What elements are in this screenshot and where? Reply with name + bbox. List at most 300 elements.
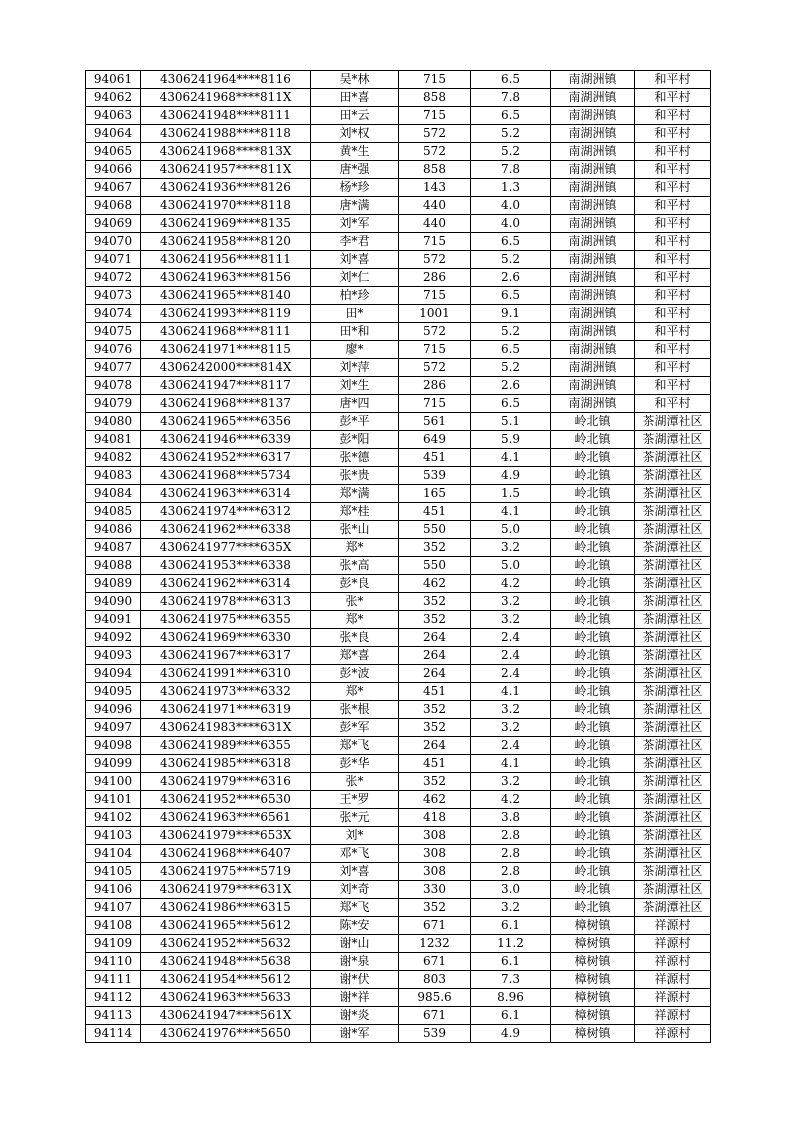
- cell-town: 岭北镇: [551, 629, 635, 647]
- cell-amount: 572: [399, 251, 471, 269]
- cell-village: 茶湖潭社区: [635, 413, 711, 431]
- table-row: [86, 467, 711, 485]
- cell-village: 茶湖潭社区: [635, 557, 711, 575]
- cell-village: 祥源村: [635, 1025, 711, 1043]
- cell-id-number: 4306241958****8120: [141, 233, 311, 251]
- table-row: [86, 125, 711, 143]
- cell-name: 刘*生: [311, 377, 399, 395]
- cell-town: 樟树镇: [551, 989, 635, 1007]
- cell-serial: 94075: [86, 323, 141, 341]
- cell-name: 谢*炎: [311, 1007, 399, 1025]
- cell-id-number: 4306241975****5719: [141, 863, 311, 881]
- cell-id-number: 4306241968****6407: [141, 845, 311, 863]
- cell-area: 5.1: [471, 413, 551, 431]
- cell-town: 岭北镇: [551, 773, 635, 791]
- cell-area: 4.1: [471, 755, 551, 773]
- table-row: [86, 521, 711, 539]
- cell-amount: 715: [399, 341, 471, 359]
- cell-serial: 94082: [86, 449, 141, 467]
- cell-town: 岭北镇: [551, 647, 635, 665]
- cell-id-number: 4306241986****6315: [141, 899, 311, 917]
- cell-amount: 715: [399, 233, 471, 251]
- cell-village: 茶湖潭社区: [635, 467, 711, 485]
- cell-serial: 94087: [86, 539, 141, 557]
- cell-id-number: 4306241963****6561: [141, 809, 311, 827]
- cell-name: 刘*: [311, 827, 399, 845]
- cell-id-number: 4306241953****6338: [141, 557, 311, 575]
- table-row: [86, 773, 711, 791]
- cell-town: 南湖洲镇: [551, 143, 635, 161]
- cell-town: 岭北镇: [551, 521, 635, 539]
- cell-town: 岭北镇: [551, 593, 635, 611]
- cell-village: 和平村: [635, 179, 711, 197]
- cell-serial: 94114: [86, 1025, 141, 1043]
- table-row: [86, 377, 711, 395]
- cell-village: 茶湖潭社区: [635, 593, 711, 611]
- cell-town: 南湖洲镇: [551, 89, 635, 107]
- cell-id-number: 4306241956****8111: [141, 251, 311, 269]
- cell-name: 谢*伏: [311, 971, 399, 989]
- cell-name: 郑*喜: [311, 647, 399, 665]
- cell-area: 3.2: [471, 593, 551, 611]
- cell-id-number: 4306241948****8111: [141, 107, 311, 125]
- cell-town: 南湖洲镇: [551, 377, 635, 395]
- cell-area: 2.4: [471, 665, 551, 683]
- cell-area: 4.9: [471, 1025, 551, 1043]
- cell-id-number: 4306241979****653X: [141, 827, 311, 845]
- cell-id-number: 4306241963****5633: [141, 989, 311, 1007]
- cell-id-number: 4306241968****813X: [141, 143, 311, 161]
- table-row: [86, 413, 711, 431]
- cell-name: 刘*军: [311, 215, 399, 233]
- cell-village: 和平村: [635, 215, 711, 233]
- cell-town: 南湖洲镇: [551, 341, 635, 359]
- table-row: [86, 161, 711, 179]
- cell-village: 和平村: [635, 89, 711, 107]
- cell-amount: 539: [399, 1025, 471, 1043]
- cell-town: 樟树镇: [551, 1007, 635, 1025]
- cell-town: 南湖洲镇: [551, 251, 635, 269]
- cell-area: 11.2: [471, 935, 551, 953]
- cell-id-number: 4306241952****5632: [141, 935, 311, 953]
- table-body: [86, 71, 711, 1043]
- cell-serial: 94097: [86, 719, 141, 737]
- cell-village: 和平村: [635, 197, 711, 215]
- cell-area: 9.1: [471, 305, 551, 323]
- cell-serial: 94101: [86, 791, 141, 809]
- cell-name: 吴*林: [311, 71, 399, 89]
- cell-id-number: 4306241946****6339: [141, 431, 311, 449]
- cell-area: 2.8: [471, 845, 551, 863]
- cell-village: 茶湖潭社区: [635, 827, 711, 845]
- cell-village: 茶湖潭社区: [635, 521, 711, 539]
- cell-serial: 94111: [86, 971, 141, 989]
- cell-town: 岭北镇: [551, 467, 635, 485]
- cell-name: 陈*安: [311, 917, 399, 935]
- cell-village: 茶湖潭社区: [635, 899, 711, 917]
- table-row: [86, 233, 711, 251]
- cell-amount: 286: [399, 377, 471, 395]
- table-row: [86, 503, 711, 521]
- cell-amount: 352: [399, 719, 471, 737]
- cell-town: 南湖洲镇: [551, 125, 635, 143]
- cell-name: 杨*珍: [311, 179, 399, 197]
- cell-name: 田*喜: [311, 89, 399, 107]
- cell-id-number: 4306241975****6355: [141, 611, 311, 629]
- cell-name: 张*良: [311, 629, 399, 647]
- cell-area: 2.6: [471, 377, 551, 395]
- cell-name: 彭*良: [311, 575, 399, 593]
- cell-area: 6.5: [471, 71, 551, 89]
- table-row: [86, 539, 711, 557]
- cell-name: 彭*军: [311, 719, 399, 737]
- cell-serial: 94092: [86, 629, 141, 647]
- cell-amount: 286: [399, 269, 471, 287]
- cell-serial: 94108: [86, 917, 141, 935]
- cell-amount: 715: [399, 287, 471, 305]
- cell-village: 和平村: [635, 269, 711, 287]
- cell-amount: 572: [399, 143, 471, 161]
- cell-serial: 94064: [86, 125, 141, 143]
- cell-name: 唐*满: [311, 197, 399, 215]
- cell-name: 张*元: [311, 809, 399, 827]
- cell-amount: 264: [399, 665, 471, 683]
- cell-name: 彭*平: [311, 413, 399, 431]
- cell-name: 张*: [311, 593, 399, 611]
- cell-town: 南湖洲镇: [551, 287, 635, 305]
- cell-village: 祥源村: [635, 1007, 711, 1025]
- cell-town: 岭北镇: [551, 755, 635, 773]
- cell-serial: 94077: [86, 359, 141, 377]
- cell-name: 柏*珍: [311, 287, 399, 305]
- cell-serial: 94068: [86, 197, 141, 215]
- table-row: [86, 917, 711, 935]
- table-row: [86, 557, 711, 575]
- cell-name: 田*云: [311, 107, 399, 125]
- cell-village: 和平村: [635, 71, 711, 89]
- cell-town: 南湖洲镇: [551, 179, 635, 197]
- cell-name: 郑*满: [311, 485, 399, 503]
- cell-village: 祥源村: [635, 971, 711, 989]
- cell-town: 岭北镇: [551, 539, 635, 557]
- table-row: [86, 449, 711, 467]
- cell-name: 田*和: [311, 323, 399, 341]
- cell-serial: 94076: [86, 341, 141, 359]
- cell-id-number: 4306241970****8118: [141, 197, 311, 215]
- cell-amount: 1001: [399, 305, 471, 323]
- cell-village: 茶湖潭社区: [635, 755, 711, 773]
- cell-area: 6.1: [471, 953, 551, 971]
- cell-village: 茶湖潭社区: [635, 629, 711, 647]
- cell-amount: 715: [399, 395, 471, 413]
- cell-area: 2.4: [471, 737, 551, 755]
- table-row: [86, 971, 711, 989]
- cell-name: 彭*阳: [311, 431, 399, 449]
- cell-area: 7.8: [471, 161, 551, 179]
- cell-serial: 94109: [86, 935, 141, 953]
- table-row: [86, 935, 711, 953]
- cell-name: 张*山: [311, 521, 399, 539]
- cell-amount: 264: [399, 647, 471, 665]
- cell-amount: 352: [399, 611, 471, 629]
- table-row: [86, 305, 711, 323]
- cell-serial: 94079: [86, 395, 141, 413]
- cell-amount: 165: [399, 485, 471, 503]
- cell-village: 茶湖潭社区: [635, 539, 711, 557]
- cell-village: 茶湖潭社区: [635, 503, 711, 521]
- table-row: [86, 683, 711, 701]
- cell-area: 7.3: [471, 971, 551, 989]
- cell-town: 岭北镇: [551, 611, 635, 629]
- cell-village: 茶湖潭社区: [635, 665, 711, 683]
- cell-name: 张*贵: [311, 467, 399, 485]
- cell-amount: 451: [399, 683, 471, 701]
- table-row: [86, 845, 711, 863]
- cell-id-number: 4306241957****811X: [141, 161, 311, 179]
- cell-name: 刘*奇: [311, 881, 399, 899]
- cell-serial: 94084: [86, 485, 141, 503]
- table-row: [86, 251, 711, 269]
- cell-village: 祥源村: [635, 989, 711, 1007]
- cell-area: 5.0: [471, 521, 551, 539]
- table-row: [86, 71, 711, 89]
- cell-town: 岭北镇: [551, 485, 635, 503]
- cell-serial: 94086: [86, 521, 141, 539]
- cell-id-number: 4306241983****631X: [141, 719, 311, 737]
- cell-id-number: 4306241969****8135: [141, 215, 311, 233]
- cell-town: 樟树镇: [551, 971, 635, 989]
- cell-town: 岭北镇: [551, 665, 635, 683]
- cell-area: 3.2: [471, 701, 551, 719]
- cell-id-number: 4306241954****5612: [141, 971, 311, 989]
- cell-name: 谢*军: [311, 1025, 399, 1043]
- cell-id-number: 4306241978****6313: [141, 593, 311, 611]
- cell-serial: 94113: [86, 1007, 141, 1025]
- cell-serial: 94067: [86, 179, 141, 197]
- cell-village: 祥源村: [635, 917, 711, 935]
- cell-id-number: 4306241965****5612: [141, 917, 311, 935]
- cell-area: 2.4: [471, 647, 551, 665]
- cell-id-number: 4306241985****6318: [141, 755, 311, 773]
- cell-id-number: 4306241964****8116: [141, 71, 311, 89]
- table-row: [86, 287, 711, 305]
- cell-id-number: 4306241974****6312: [141, 503, 311, 521]
- table-row: [86, 143, 711, 161]
- table-row: [86, 953, 711, 971]
- cell-village: 茶湖潭社区: [635, 701, 711, 719]
- cell-name: 黄*生: [311, 143, 399, 161]
- cell-town: 岭北镇: [551, 683, 635, 701]
- cell-serial: 94107: [86, 899, 141, 917]
- cell-area: 6.5: [471, 233, 551, 251]
- cell-village: 茶湖潭社区: [635, 737, 711, 755]
- table-row: [86, 593, 711, 611]
- cell-id-number: 4306241988****8118: [141, 125, 311, 143]
- cell-amount: 671: [399, 1007, 471, 1025]
- cell-amount: 803: [399, 971, 471, 989]
- cell-town: 南湖洲镇: [551, 269, 635, 287]
- table-row: [86, 359, 711, 377]
- table-row: [86, 755, 711, 773]
- cell-town: 岭北镇: [551, 719, 635, 737]
- cell-area: 8.96: [471, 989, 551, 1007]
- cell-id-number: 4306241973****6332: [141, 683, 311, 701]
- cell-village: 和平村: [635, 377, 711, 395]
- cell-id-number: 4306241962****6314: [141, 575, 311, 593]
- cell-id-number: 4306241989****6355: [141, 737, 311, 755]
- cell-name: 廖*: [311, 341, 399, 359]
- cell-village: 和平村: [635, 287, 711, 305]
- cell-id-number: 4306241977****635X: [141, 539, 311, 557]
- cell-town: 樟树镇: [551, 1025, 635, 1043]
- cell-village: 茶湖潭社区: [635, 611, 711, 629]
- cell-serial: 94091: [86, 611, 141, 629]
- cell-village: 茶湖潭社区: [635, 719, 711, 737]
- cell-name: 郑*: [311, 683, 399, 701]
- cell-area: 2.4: [471, 629, 551, 647]
- cell-serial: 94078: [86, 377, 141, 395]
- cell-area: 2.6: [471, 269, 551, 287]
- cell-town: 南湖洲镇: [551, 215, 635, 233]
- cell-name: 郑*: [311, 611, 399, 629]
- table-row: [86, 881, 711, 899]
- cell-town: 岭北镇: [551, 701, 635, 719]
- cell-village: 祥源村: [635, 953, 711, 971]
- cell-amount: 451: [399, 755, 471, 773]
- cell-id-number: 4306241979****6316: [141, 773, 311, 791]
- cell-town: 岭北镇: [551, 899, 635, 917]
- cell-id-number: 4306241936****8126: [141, 179, 311, 197]
- cell-area: 6.5: [471, 395, 551, 413]
- cell-id-number: 4306241968****8137: [141, 395, 311, 413]
- cell-amount: 550: [399, 557, 471, 575]
- table-row: [86, 863, 711, 881]
- cell-amount: 572: [399, 125, 471, 143]
- cell-name: 田*: [311, 305, 399, 323]
- cell-village: 和平村: [635, 107, 711, 125]
- table-row: [86, 215, 711, 233]
- cell-amount: 264: [399, 737, 471, 755]
- cell-town: 樟树镇: [551, 917, 635, 935]
- cell-id-number: 4306241948****5638: [141, 953, 311, 971]
- cell-area: 4.1: [471, 683, 551, 701]
- cell-serial: 94070: [86, 233, 141, 251]
- table-row: [86, 701, 711, 719]
- cell-amount: 418: [399, 809, 471, 827]
- cell-village: 茶湖潭社区: [635, 647, 711, 665]
- cell-village: 茶湖潭社区: [635, 773, 711, 791]
- cell-name: 唐*四: [311, 395, 399, 413]
- cell-amount: 462: [399, 791, 471, 809]
- cell-area: 5.2: [471, 359, 551, 377]
- cell-name: 张*: [311, 773, 399, 791]
- cell-area: 4.1: [471, 503, 551, 521]
- cell-serial: 94063: [86, 107, 141, 125]
- cell-town: 岭北镇: [551, 791, 635, 809]
- cell-amount: 143: [399, 179, 471, 197]
- cell-amount: 671: [399, 917, 471, 935]
- cell-amount: 352: [399, 701, 471, 719]
- table-row: [86, 665, 711, 683]
- cell-area: 2.8: [471, 863, 551, 881]
- cell-village: 茶湖潭社区: [635, 845, 711, 863]
- cell-serial: 94090: [86, 593, 141, 611]
- table-row: [86, 809, 711, 827]
- cell-town: 南湖洲镇: [551, 395, 635, 413]
- cell-name: 张*根: [311, 701, 399, 719]
- cell-village: 祥源村: [635, 935, 711, 953]
- cell-serial: 94065: [86, 143, 141, 161]
- cell-id-number: 4306241952****6530: [141, 791, 311, 809]
- cell-amount: 572: [399, 323, 471, 341]
- cell-village: 和平村: [635, 251, 711, 269]
- cell-amount: 352: [399, 773, 471, 791]
- cell-area: 6.5: [471, 341, 551, 359]
- cell-amount: 352: [399, 593, 471, 611]
- cell-serial: 94112: [86, 989, 141, 1007]
- cell-amount: 451: [399, 503, 471, 521]
- cell-amount: 985.6: [399, 989, 471, 1007]
- cell-amount: 858: [399, 161, 471, 179]
- cell-name: 刘*喜: [311, 863, 399, 881]
- table-row: [86, 107, 711, 125]
- cell-serial: 94104: [86, 845, 141, 863]
- table-row: [86, 89, 711, 107]
- cell-village: 和平村: [635, 125, 711, 143]
- cell-village: 茶湖潭社区: [635, 683, 711, 701]
- cell-amount: 451: [399, 449, 471, 467]
- cell-town: 南湖洲镇: [551, 71, 635, 89]
- cell-id-number: 4306241962****6338: [141, 521, 311, 539]
- cell-id-number: 4306241947****8117: [141, 377, 311, 395]
- cell-serial: 94110: [86, 953, 141, 971]
- cell-name: 刘*仁: [311, 269, 399, 287]
- cell-name: 彭*波: [311, 665, 399, 683]
- cell-serial: 94071: [86, 251, 141, 269]
- cell-serial: 94074: [86, 305, 141, 323]
- table-row: [86, 485, 711, 503]
- cell-village: 和平村: [635, 161, 711, 179]
- cell-id-number: 4306241968****811X: [141, 89, 311, 107]
- cell-town: 岭北镇: [551, 737, 635, 755]
- table-row: [86, 197, 711, 215]
- cell-serial: 94096: [86, 701, 141, 719]
- cell-name: 张*德: [311, 449, 399, 467]
- cell-village: 和平村: [635, 233, 711, 251]
- cell-name: 郑*桂: [311, 503, 399, 521]
- cell-serial: 94089: [86, 575, 141, 593]
- cell-name: 唐*强: [311, 161, 399, 179]
- cell-name: 刘*权: [311, 125, 399, 143]
- cell-town: 岭北镇: [551, 863, 635, 881]
- cell-id-number: 4306241971****6319: [141, 701, 311, 719]
- table-row: [86, 611, 711, 629]
- cell-amount: 649: [399, 431, 471, 449]
- cell-village: 茶湖潭社区: [635, 431, 711, 449]
- table-row: [86, 899, 711, 917]
- cell-id-number: 4306241968****8111: [141, 323, 311, 341]
- cell-village: 和平村: [635, 323, 711, 341]
- cell-id-number: 4306242000****814X: [141, 359, 311, 377]
- cell-area: 3.2: [471, 773, 551, 791]
- table-row: [86, 791, 711, 809]
- cell-village: 和平村: [635, 143, 711, 161]
- cell-amount: 858: [399, 89, 471, 107]
- cell-id-number: 4306241965****8140: [141, 287, 311, 305]
- cell-id-number: 4306241952****6317: [141, 449, 311, 467]
- cell-serial: 94100: [86, 773, 141, 791]
- cell-name: 谢*祥: [311, 989, 399, 1007]
